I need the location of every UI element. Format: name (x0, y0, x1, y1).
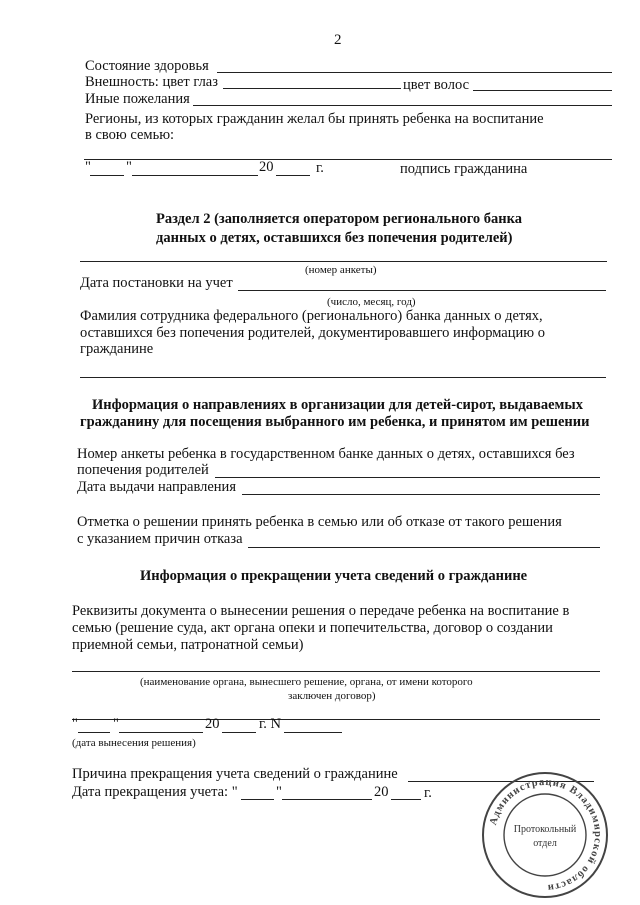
hair-color-line (473, 90, 612, 91)
child-form-line (215, 477, 600, 478)
decision-year-20: 20 (205, 716, 220, 732)
regions-label-1: Регионы, из которых гражданин желал бы принять ребенка на воспитание (85, 111, 544, 127)
end-date-label: Дата прекращения учета: " (72, 784, 238, 800)
stamp-ring-text: Администрация Владимирской области (487, 776, 604, 894)
eye-color-line (223, 88, 401, 89)
section3-title-1: Информация о направлениях в организации для детей-сирот, выдаваемых (92, 397, 583, 413)
reason-label: Причина прекращения учета сведений о гражданине (72, 766, 398, 782)
registration-date-line (238, 290, 606, 291)
date-g: г. (316, 160, 324, 176)
hair-color-label: цвет волос (403, 77, 470, 93)
date-year-line (276, 175, 310, 176)
decision-line (248, 547, 600, 548)
health-label: Состояние здоровья (85, 58, 209, 74)
date-hint: (число, месяц, год) (327, 296, 416, 308)
decision-quote-close: " (113, 716, 119, 732)
decision-year-line (222, 732, 256, 733)
regions-line (84, 159, 612, 160)
section3-title-2: гражданину для посещения выбранного им ребенка, и принятом им решении (80, 414, 590, 430)
requisites-label-2: семью (решение суда, акт органа опеки и попечительства, договор о создании (72, 620, 553, 636)
stamp-outer-ring (483, 773, 607, 897)
wishes-line (193, 105, 612, 106)
date-quote-close: " (126, 159, 132, 175)
issue-date-label: Дата выдачи направления (77, 479, 236, 495)
decision-label-1: Отметка о решении принять ребенка в семью или об отказе от такого решения (77, 514, 562, 530)
end-month-line (282, 799, 372, 800)
end-year-20: 20 (374, 784, 389, 800)
end-quote-close: " (276, 784, 282, 800)
page-number: 2 (334, 32, 342, 48)
employee-label-2: оставшихся без попечения родителей, документировавшего информацию о (80, 325, 545, 341)
end-year-line (391, 799, 421, 800)
decision-month-line (119, 732, 203, 733)
end-g: г. (424, 785, 432, 801)
requisites-label-1: Реквизиты документа о вынесении решения о передаче ребенка на воспитание в (72, 603, 570, 619)
stamp-inner-ring (504, 794, 586, 876)
decision-date-top-line (72, 719, 600, 720)
official-stamp (480, 770, 610, 900)
employee-line (80, 377, 606, 378)
decision-date-hint: (дата вынесения решения) (72, 737, 196, 749)
authority-hint-2: заключен договор) (288, 690, 376, 702)
date-quote-open: " (85, 159, 91, 175)
end-day-line (241, 799, 274, 800)
decision-day-line (78, 732, 110, 733)
decision-number-label: г. N (259, 716, 282, 732)
health-line (217, 72, 612, 73)
employee-label-1: Фамилия сотрудника федерального (регионального) банка данных о детях, (80, 308, 543, 324)
form-number-hint: (номер анкеты) (305, 264, 377, 276)
authority-hint-1: (наименование органа, вынесшего решение, органа, от имени которого (140, 676, 473, 688)
date-month-line (132, 175, 258, 176)
employee-label-3: гражданине (80, 341, 154, 357)
child-form-label-1: Номер анкеты ребенка в государственном банке данных о детях, оставшихся без (77, 446, 575, 462)
signature-label: подпись гражданина (400, 161, 528, 177)
section4-title: Информация о прекращении учета сведений о гражданине (140, 568, 528, 584)
child-form-label-2: попечения родителей (77, 462, 209, 478)
stamp-center-line-1: Протокольный (513, 824, 577, 835)
date-day-line (90, 175, 124, 176)
regions-label-2: в свою семью: (85, 127, 175, 143)
stamp-center-line-2: отдел (533, 838, 557, 849)
requisites-label-3: приемной семьи, патронатной семьи) (72, 637, 304, 653)
decision-number-line (284, 732, 342, 733)
eye-color-label: Внешность: цвет глаз (85, 74, 218, 90)
section2-title-2: данных о детях, оставшихся без попечения родителей) (156, 230, 513, 246)
issue-date-line (242, 494, 600, 495)
decision-quote-open: " (72, 716, 78, 732)
decision-label-2: с указанием причин отказа (77, 531, 243, 547)
section2-title-1: Раздел 2 (заполняется оператором регионального банка (156, 211, 523, 227)
authority-line (72, 671, 600, 672)
registration-date-label: Дата постановки на учет (80, 275, 233, 291)
wishes-label: Иные пожелания (85, 91, 190, 107)
date-20: 20 (259, 159, 274, 175)
